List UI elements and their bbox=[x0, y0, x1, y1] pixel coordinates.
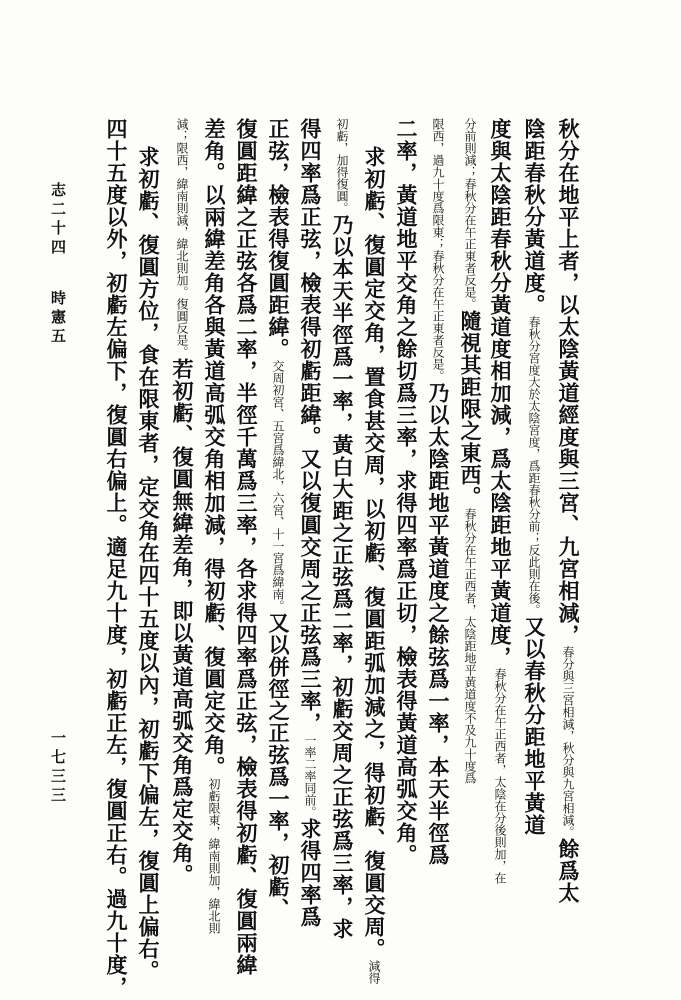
annotation: 減得 bbox=[367, 960, 381, 984]
text-column-7: 求初虧、復圓定交角，置食甚交周，以初虧、復圓距弧加減之，得初虧、復圓交周。減得 bbox=[362, 146, 387, 984]
text-column-8: 初虧，加得復圓。乃以本天半徑爲一率，黃白大距之正弦爲二率，初虧交周之正弦爲三率，求 bbox=[330, 118, 355, 940]
annotation: 分前則減；春秋分在午正東者反是。 bbox=[463, 118, 477, 310]
text-column-12: 差角。以兩緯差角各與黃道高弧交角相加減，得初虧、復圓定交角。初虧限東，緯南則加，緯北則 bbox=[202, 118, 227, 934]
section-label: 時憲五 bbox=[49, 290, 67, 347]
annotation: 限西，過九十度爲限東；春秋分在午正東者反是。 bbox=[431, 118, 445, 382]
text-column-2: 陰距春秋分黃道度。春秋分宮度大於太陰宮度，爲距春秋分前；反此則在後。又以春秋分距地平黃道 bbox=[522, 118, 547, 836]
text-column-5: 限西，過九十度爲限東；春秋分在午正東者反是。乃以太陰距地平黃道度之餘弦爲一率，本天半徑爲 bbox=[426, 118, 451, 866]
annotation: 春秋分宮度大於太陰宮度，爲距春秋分前；反此則在後。 bbox=[527, 316, 541, 616]
text-column-3: 度與太陰距春秋分黃道度相加減，爲太陰距地平黃道度，春秋分在午正西者，太陰在分後則加，在 bbox=[488, 118, 513, 884]
annotation: 初虧，加得復圓。 bbox=[335, 118, 349, 214]
annotation: 交周初宮、五宮爲緯北，六宮、十一宮爲緯南。 bbox=[271, 360, 285, 612]
annotation: 春秋分在午正西者，太陰距地平黃道度不及九十度爲 bbox=[463, 508, 477, 784]
annotation: 減；限西，緯南則減，緯北則加。復圓反是。 bbox=[175, 118, 189, 358]
text-column-6: 二率，黃道地平交角之餘切爲三率，求得四率爲正切，檢表得黃道高弧交角。 bbox=[394, 118, 419, 866]
text-column-14: 求初虧、復圓方位，食在限東者，定交角在四十五度以內，初虧下偏左，復圓上偏右。 bbox=[136, 146, 161, 982]
text-column-15: 四十五度以外，初虧左偏下，復圓右偏上。適足九十度，初虧正左，復圓正右。過九十度， bbox=[104, 118, 129, 998]
page-number: 一七三三 bbox=[49, 730, 67, 806]
text-column-1: 秋分在地平上者，以太陰黃道經度與三宮、九宮相減，春分與三宮相減，秋分與九宮相減。餘爲太 bbox=[556, 118, 581, 904]
annotation: 初虧限東，緯南則加，緯北則 bbox=[207, 778, 221, 934]
text-column-13: 減；限西，緯南則減，緯北則加。復圓反是。若初虧、復圓無緯差角，即以黃道高弧交角爲定交角。 bbox=[170, 118, 195, 886]
annotation: 春分與三宮相減，秋分與九宮相減。 bbox=[561, 646, 575, 838]
annotation: 春秋分在午正西者，太陰在分後則加，在 bbox=[493, 668, 507, 884]
text-column-4: 分前則減；春秋分在午正東者反是。隨視其距限之東西。春秋分在午正西者，太陰距地平黃道度不及九十度爲 bbox=[458, 118, 483, 784]
volume-label: 志二十四 bbox=[49, 182, 67, 258]
text-column-11: 復圓距緯之正弦各爲二率，半徑千萬爲三率，各求得四率爲正弦，檢表得初虧、復圓兩緯 bbox=[234, 118, 259, 976]
annotation: 一率二率同前。 bbox=[303, 734, 317, 818]
text-column-10: 正弦，檢表得復圓距緯。交周初宮、五宮爲緯北，六宮、十一宮爲緯南。又以併徑之正弦爲一率，初虧、 bbox=[266, 118, 291, 920]
text-column-9: 得四率爲正弦，檢表得初虧距緯。又以復圓交周之正弦爲三率，一率二率同前。求得四率爲 bbox=[298, 118, 323, 928]
